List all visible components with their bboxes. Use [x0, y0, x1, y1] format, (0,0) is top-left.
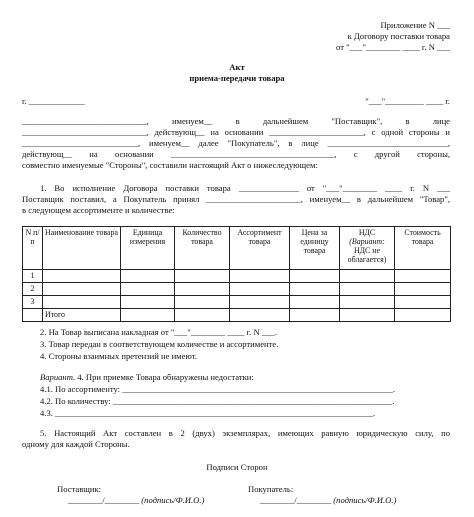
table-cell [340, 270, 395, 283]
table-cell [290, 283, 340, 296]
table-header-row [23, 227, 451, 270]
table-cell [23, 309, 43, 322]
buyer-label: Покупатель: [248, 484, 294, 494]
variant-text: 4. При приемке Товара обнаружены недостатки: [75, 372, 254, 382]
clause-1-line-2: Поставщик поставил, а Покупатель принял ______________________, именуем__ в дальнейшем "Товар", [22, 194, 450, 204]
clause-4-3: 4.3. __________________________________________________________________________. [40, 408, 376, 418]
col-header-number: N п/п [23, 227, 43, 270]
table-cell: 1 [23, 270, 43, 283]
total-label: Итого [43, 309, 121, 322]
col-header-unit: Единица измерения [121, 227, 175, 270]
col-header-vat [340, 227, 395, 270]
table-cell [175, 296, 230, 309]
table-row [23, 296, 451, 309]
table-cell [175, 309, 230, 322]
clause-4-variant [40, 372, 254, 382]
clause-1-line-1: 1. Во исполнение Договора поставки товара ______________ от "___"________ ____ г. N ___ [40, 183, 450, 193]
col-header-price: Цена за единицу товара [290, 227, 340, 270]
buyer-signature-line: ________/________ [260, 495, 332, 505]
doc-subtitle: приема-передачи товара [189, 73, 285, 83]
col-header-name: Наименование товара [43, 227, 121, 270]
table-cell [290, 270, 340, 283]
parties-line-5: совместно именуемые "Стороны", составили настоящий Акт о нижеследующем: [22, 160, 318, 170]
parties-line-2: _____________________________, действующ__ на основании ______________________, с одной стороны и [22, 127, 450, 137]
table-cell [290, 309, 340, 322]
table-cell [43, 270, 121, 283]
table-cell [121, 309, 175, 322]
parties-line-4: действующ__ на основании ______________________________________, с другой стороны, [22, 149, 450, 159]
table-cell [230, 283, 290, 296]
table-cell [175, 283, 230, 296]
appendix-number: Приложение N ___ [380, 20, 450, 30]
supplier-signature-line: ________/________ [68, 495, 140, 505]
doc-title: Акт [229, 62, 245, 72]
table-cell [230, 270, 290, 283]
table-cell [43, 296, 121, 309]
city-field: г. _____________ [22, 96, 85, 106]
col-header-quantity: Количество товара [175, 227, 230, 270]
vat-header-rest: НДС не облагается) [347, 246, 387, 265]
col-header-assortment: Ассортимент товара [230, 227, 290, 270]
buyer-sign-hint: (подпись/Ф.И.О.) [333, 495, 397, 505]
table-cell [230, 309, 290, 322]
table-cell [340, 296, 395, 309]
supplier-label: Поставщик: [57, 484, 102, 494]
table-cell [230, 296, 290, 309]
table-cell [121, 283, 175, 296]
table-cell [395, 296, 451, 309]
clause-4-2: 4.2. По количеству: _________________________________________________________________. [40, 396, 395, 406]
table-cell [395, 309, 451, 322]
buyer-signature [260, 495, 396, 505]
date-field: "___"_________ ____ г. [365, 96, 450, 106]
table-row [23, 270, 451, 283]
vat-header-variant: (Вариант: [349, 237, 385, 247]
appendix-contract: к Договору поставки товара [347, 31, 450, 41]
clause-1-line-3: в следующем ассортименте и количестве: [22, 205, 175, 215]
supplier-signature [68, 495, 204, 505]
variant-label: Вариант. [40, 372, 76, 382]
clause-3: 3. Товар передан в соответствующем количестве и ассортименте. [40, 339, 279, 349]
table-cell [290, 296, 340, 309]
clause-4-1: 4.1. По ассортименту: _______________________________________________________________. [40, 384, 396, 394]
table-cell [395, 283, 451, 296]
supplier-sign-hint: (подпись/Ф.И.О.) [141, 495, 205, 505]
table-cell: 3 [23, 296, 43, 309]
table-row [23, 283, 451, 296]
appendix-contract-date: от "___"________ ____ г. N ___ [336, 42, 450, 52]
parties-line-1: _____________________________, именуем__ в дальнейшем "Поставщик", в лице [22, 116, 450, 126]
clause-5-line-2: одному для каждой Стороны. [22, 439, 130, 449]
clause-4: 4. Стороны взаимных претензий не имеют. [40, 351, 197, 361]
signatures-title: Подписи Сторон [206, 462, 268, 472]
table-cell [340, 283, 395, 296]
table-cell [395, 270, 451, 283]
table-cell [121, 270, 175, 283]
parties-line-3: ___________________________, именуем__ далее "Покупатель", в лице ____________________________, [22, 138, 450, 148]
goods-table [22, 226, 451, 322]
col-header-cost: Стоимость товара [395, 227, 451, 270]
vat-header-top: НДС [358, 228, 376, 237]
table-cell [340, 309, 395, 322]
table-total-row [23, 309, 451, 322]
table-cell [121, 296, 175, 309]
clause-2: 2. На Товар выписана накладная от "___"________ ____ г. N ___. [40, 327, 277, 337]
table-cell [43, 283, 121, 296]
table-cell [175, 270, 230, 283]
clause-5-line-1: 5. Настоящий Акт составлен в 2 (двух) экземплярах, имеющих равную юридическую силу, по [40, 428, 450, 438]
table-cell: 2 [23, 283, 43, 296]
